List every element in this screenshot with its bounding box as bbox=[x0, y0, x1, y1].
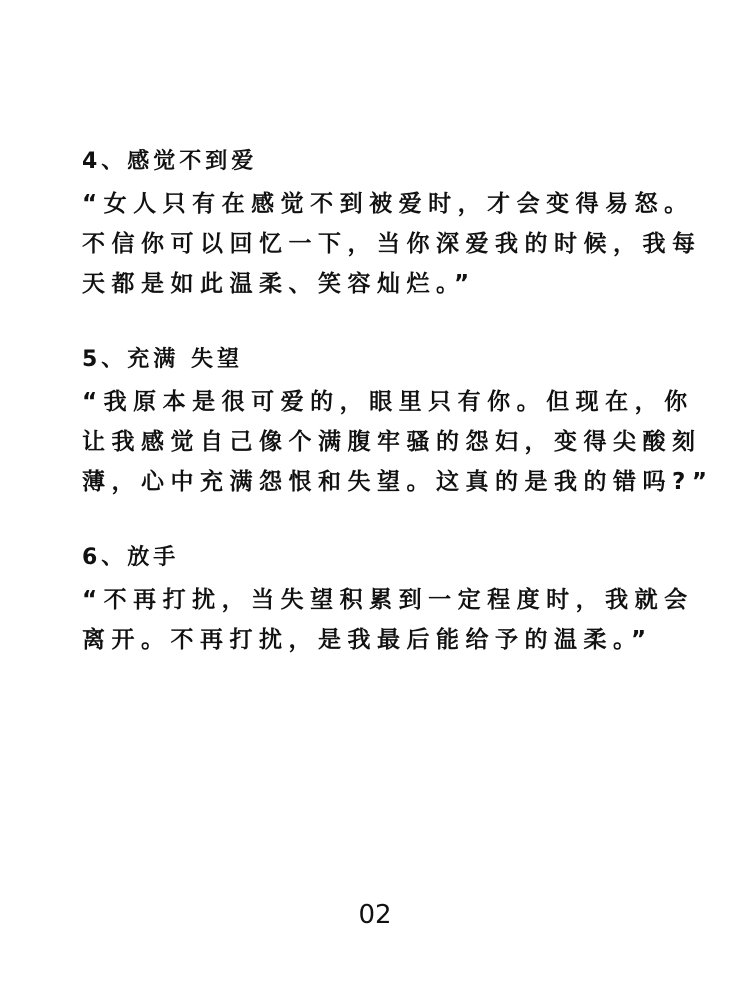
article-content bbox=[82, 148, 714, 702]
body-line: 薄，心中充满怨恨和失望。这真的是我的错吗?” bbox=[82, 469, 714, 495]
body-line: “不再打扰，当失望积累到一定程度时，我就会 bbox=[82, 587, 694, 613]
section-title: 5、充满 失望 bbox=[82, 347, 243, 372]
section-4 bbox=[82, 148, 702, 304]
body-line: 离开。不再打扰，是我最后能给予的温柔。” bbox=[82, 627, 653, 653]
body-line: “我原本是很可爱的，眼里只有你。但现在，你 bbox=[82, 389, 694, 415]
body-line: 让我感觉自己像个满腹牢骚的怨妇，变得尖酸刻 bbox=[82, 429, 702, 455]
section-title: 4、感觉不到爱 bbox=[82, 149, 258, 174]
body-line: 不信你可以回忆一下，当你深爱我的时候，我每 bbox=[82, 231, 702, 257]
section-body bbox=[82, 184, 702, 304]
section-title: 6、放手 bbox=[82, 545, 180, 570]
body-line: 天都是如此温柔、笑容灿烂。” bbox=[82, 271, 476, 297]
body-line: “女人只有在感觉不到被爱时，才会变得易怒。 bbox=[82, 191, 694, 217]
section-body bbox=[82, 382, 714, 502]
section-body bbox=[82, 580, 702, 660]
section-6 bbox=[82, 544, 702, 660]
page-number: 02 bbox=[358, 900, 392, 930]
section-5 bbox=[82, 346, 714, 502]
